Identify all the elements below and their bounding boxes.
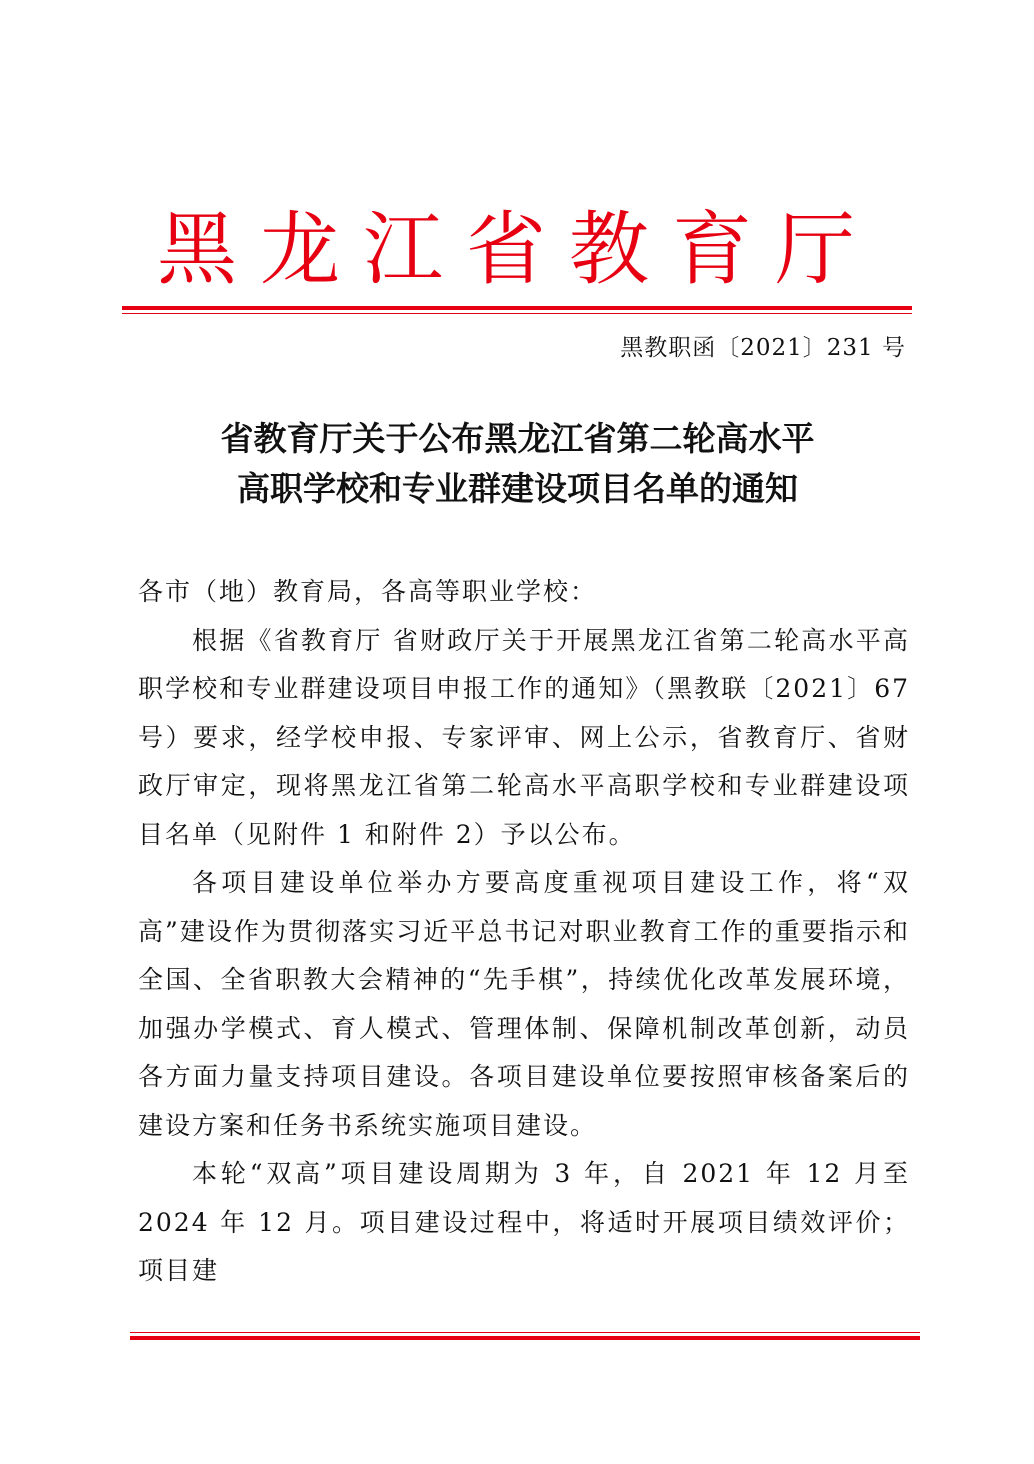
footer-rule-thin [130, 1332, 920, 1333]
document-title [120, 414, 915, 514]
document-title-line-2: 高职学校和专业群建设项目名单的通知 [237, 469, 798, 508]
salutation: 各市（地）教育局，各高等职业学校： [138, 577, 598, 606]
body-paragraph-2: 各项目建设单位举办方要高度重视项目建设工作，将“双高”建设作为贯彻落实习近平总书记对职业教育工作的重要指示和全国、全省职教大会精神的“先手棋”，持续优化改革发展环境，加强办学模式、育人模式、管理体制、保障机制改革创新，动员各方面力量支持项目建设。各项目建设单位要按照审核备案后的建设方案和任务书系统实施项目建设。 [138, 868, 910, 1140]
body-paragraph-1: 根据《省教育厅 省财政厅关于开展黑龙江省第二轮高水平高职学校和专业群建设项目申报工作的通知》（黑教联〔2021〕67 号）要求，经学校申报、专家评审、网上公示，省教育厅、省财政厅审定，现将黑龙江省第二轮高水平高职学校和专业群建设项目名单（见附件 1 和附件 2）予以公布。 [138, 625, 910, 849]
letterhead-org-name: 黑龙江省教育厅 [157, 203, 878, 296]
document-number: 黑教职函〔2021〕231 号 [620, 335, 906, 361]
body-paragraph-3: 本轮“双高”项目建设周期为 3 年，自 2021 年 12 月至 2024 年 12 月。项目建设过程中，将适时开展项目绩效评价；项目建 [138, 1159, 910, 1285]
document-title-line-1: 省教育厅关于公布黑龙江省第二轮高水平 [220, 419, 815, 458]
footer-red-divider [130, 1332, 920, 1340]
document-body [138, 568, 910, 1296]
red-rule-thick [122, 306, 912, 310]
red-rule-thin [122, 313, 912, 314]
letterhead-red-divider [122, 306, 912, 314]
footer-rule-thick [130, 1336, 920, 1340]
